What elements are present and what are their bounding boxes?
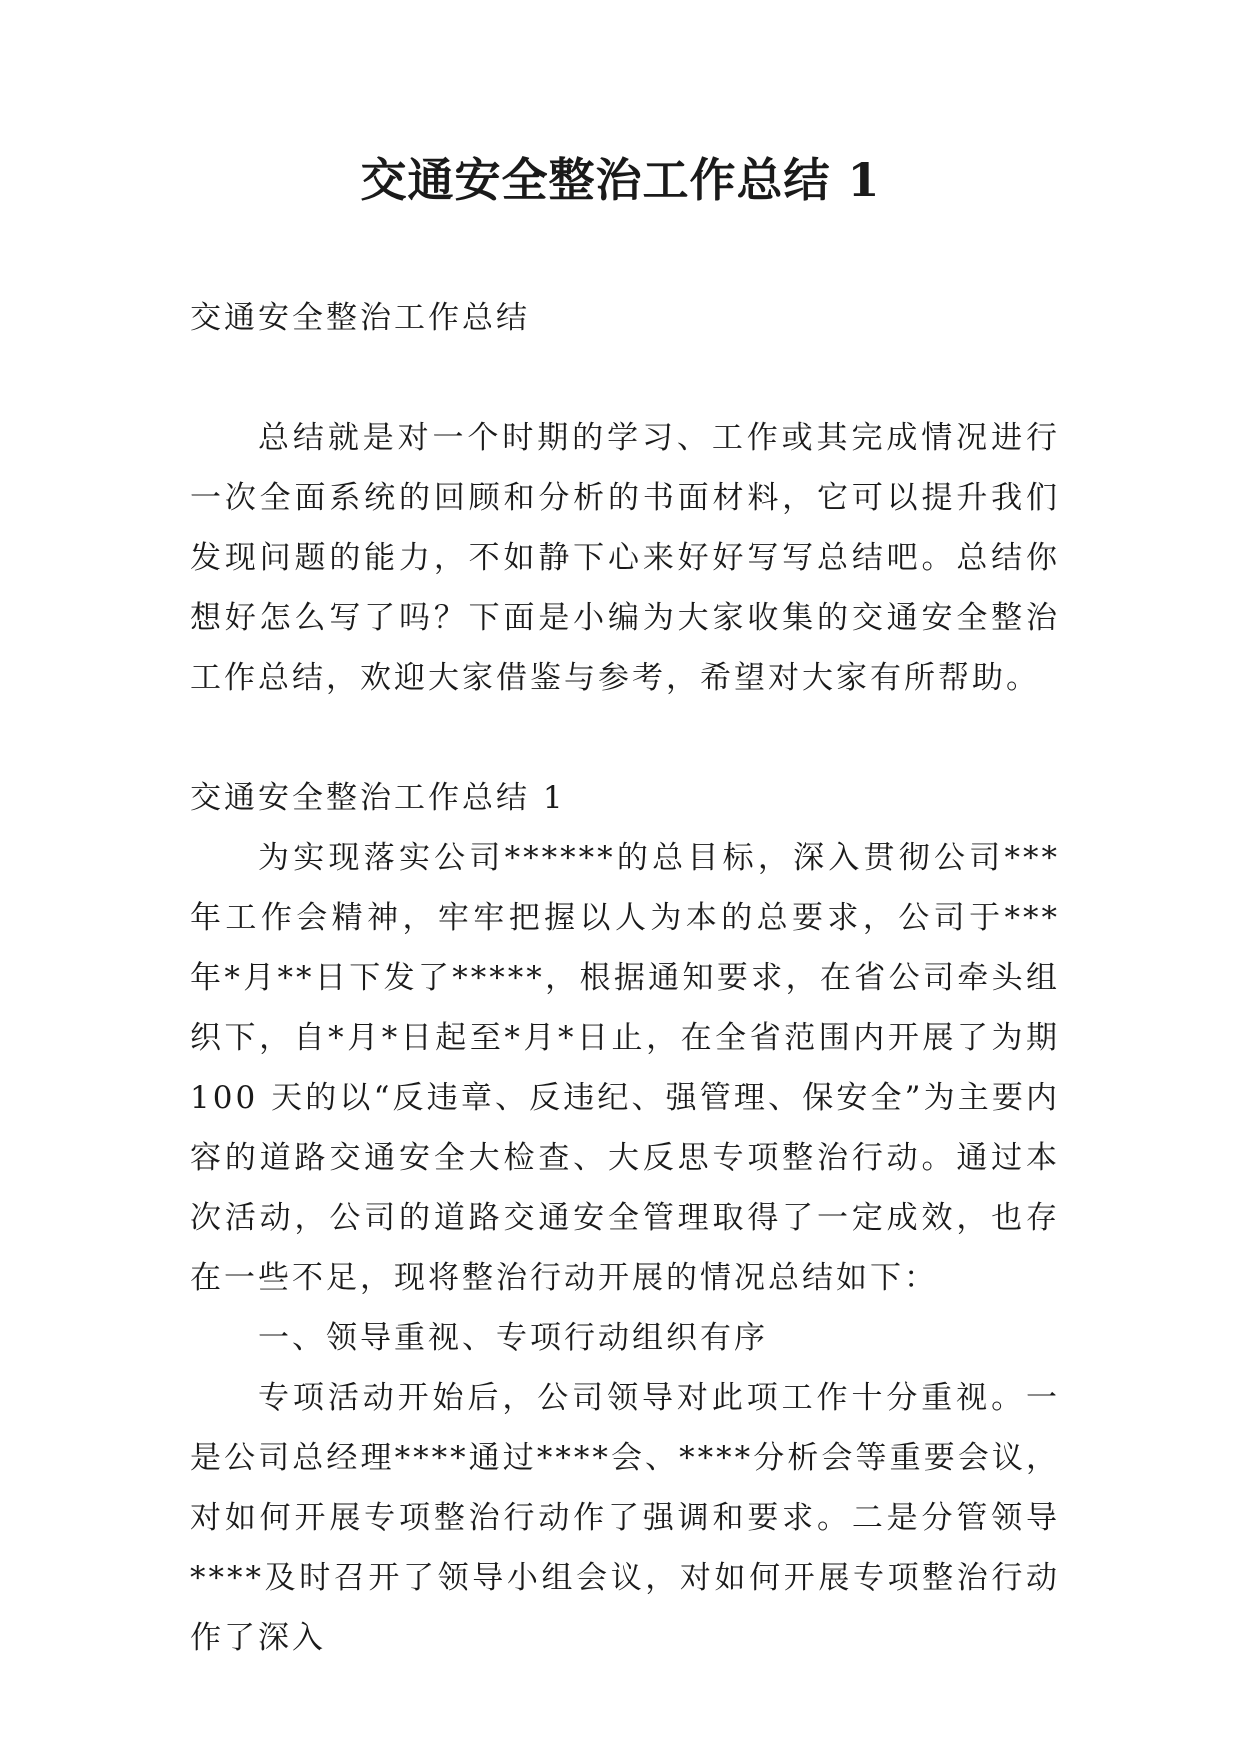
body-paragraph-2: 专项活动开始后，公司领导对此项工作十分重视。一是公司总经理****通过****会、****分析会等重要会议，对如何开展专项整治行动作了强调和要求。二是分管领导****及时召开了领导小组会议，对如何开展专项整治行动作了深入 — [190, 1380, 1060, 1656]
document-title: 交通安全整治工作总结 1 — [360, 153, 881, 207]
document-subtitle: 交通安全整治工作总结 — [190, 300, 530, 336]
subheading-1: 一、领导重视、专项行动组织有序 — [258, 1320, 768, 1356]
section-heading: 交通安全整治工作总结 1 — [190, 780, 566, 816]
body-paragraph-1: 为实现落实公司******的总目标，深入贯彻公司***年工作会精神，牢牢把握以人为本的总要求，公司于***年*月**日下发了*****，根据通知要求，在省公司牵头组织下，自*月*日起至*月*日止，在全省范围内开展了为期 100 天的以“反违章、反违纪、强管理、保安全”为主要内容的道路交通安全大检查、大反思专项整治行动。通过本次活动，公司的道路交通安全管理取得了一定成效，也存在一些不足，现将整治行动开展的情况总结如下： — [190, 840, 1060, 1296]
spacer — [190, 708, 1060, 768]
intro-paragraph: 总结就是对一个时期的学习、工作或其完成情况进行一次全面系统的回顾和分析的书面材料，它可以提升我们发现问题的能力，不如静下心来好好写写总结吧。总结你想好怎么写了吗？下面是小编为大家收集的交通安全整治工作总结，欢迎大家借鉴与参考，希望对大家有所帮助。 — [190, 420, 1060, 696]
spacer — [190, 348, 1060, 408]
document-body — [190, 288, 1060, 1668]
